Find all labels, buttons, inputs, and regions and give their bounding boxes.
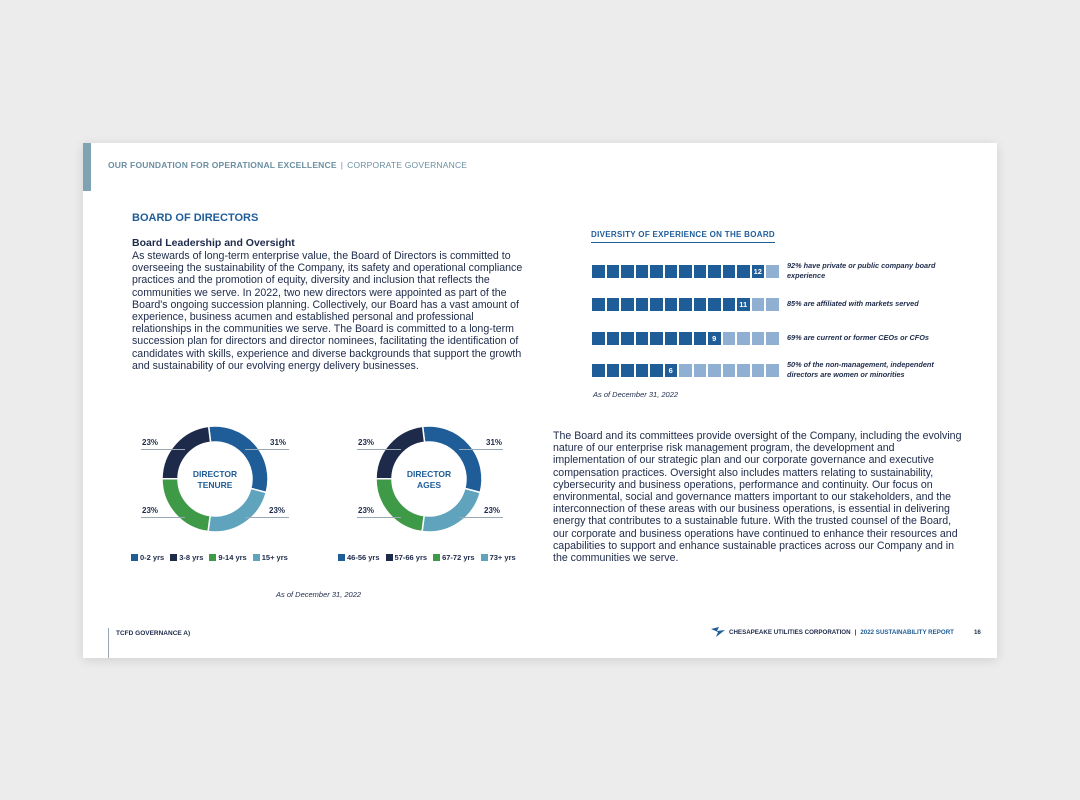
director-square	[723, 298, 736, 311]
ages-legend	[338, 553, 516, 562]
legend-item	[131, 553, 164, 562]
legend-swatch	[209, 554, 216, 561]
director-square	[737, 364, 750, 377]
legend-item	[338, 553, 380, 562]
director-square	[723, 265, 736, 278]
diversity-square-row	[592, 332, 779, 345]
director-square	[607, 364, 620, 377]
director-square	[679, 332, 692, 345]
director-square	[766, 364, 779, 377]
legend-item	[481, 553, 516, 562]
director-square	[752, 298, 765, 311]
director-square	[621, 265, 634, 278]
count-label: 12	[753, 266, 762, 276]
donut-slice-15-yrs	[208, 488, 266, 532]
director-square	[665, 298, 678, 311]
diversity-row-label: 50% of the non-management, independent directors are women or minorities	[787, 360, 934, 379]
legend-item	[386, 553, 428, 562]
director-square	[679, 298, 692, 311]
tenure-legend	[131, 553, 288, 562]
legend-label: 3-8 yrs	[179, 553, 204, 562]
legend-item	[170, 553, 203, 562]
director-square	[694, 298, 707, 311]
director-square	[694, 265, 707, 278]
legend-item	[253, 553, 288, 562]
count-square	[665, 364, 678, 377]
company-logo-icon	[711, 627, 725, 637]
page-number: 16	[973, 628, 981, 636]
pct-leader-line	[357, 517, 401, 518]
count-square	[752, 265, 765, 278]
diversity-as-of: As of December 31, 2022	[593, 390, 679, 399]
count-label: 9	[712, 333, 717, 343]
legend-label: 57-66 yrs	[394, 553, 428, 562]
donut-slice-73-yrs	[422, 488, 480, 532]
director-square	[592, 332, 605, 345]
director-square	[723, 332, 736, 345]
director-square	[679, 265, 692, 278]
footer-separator: |	[854, 628, 857, 636]
oversight-paragraph: The Board and its committees provide oversight of the Company, including the evolving nature of our enterprise risk management program, the development and implementation of our strategic plan and our corporate governance and executive compensation practices. Oversight also includes matters relating to sustainability, cybersecurity and business operations, performance and continuity. Our focus on environmental, social and governance matters important to our stakeholders, and the interconnection of these areas with our business operations, is essential in delivering energy that contributes to a sustainable future. With the trusted counsel of the Board, our corporate and business operations have continued to enhance their resources and capabilities to support and enhance sustainable practices across our Company and in the communities we serve.	[553, 430, 962, 565]
count-square	[708, 332, 721, 345]
diversity-title: DIVERSITY OF EXPERIENCE ON THE BOARD	[591, 230, 775, 243]
director-square	[752, 364, 765, 377]
director-square	[650, 364, 663, 377]
pct-label: 23%	[142, 506, 159, 515]
donut-title-ages: DIRECTOR AGES	[406, 469, 452, 490]
director-square	[621, 332, 634, 345]
director-square	[636, 364, 649, 377]
director-square	[621, 298, 634, 311]
director-square	[636, 332, 649, 345]
legend-item	[433, 553, 475, 562]
director-square	[607, 332, 620, 345]
pct-label: 23%	[269, 506, 286, 515]
director-square	[650, 332, 663, 345]
director-square	[694, 364, 707, 377]
legend-swatch	[386, 554, 393, 561]
pct-label: 23%	[142, 438, 159, 447]
diversity-square-row	[592, 364, 779, 377]
footer-tcfd-link[interactable]: TCFD GOVERNANCE A)	[116, 630, 191, 637]
director-square	[592, 298, 605, 311]
director-square	[766, 265, 779, 278]
report-page	[83, 143, 997, 658]
count-square	[737, 298, 750, 311]
header-separator: |	[340, 160, 344, 170]
director-square	[650, 265, 663, 278]
director-square	[650, 298, 663, 311]
director-square	[766, 332, 779, 345]
pct-label: 23%	[358, 438, 375, 447]
legend-label: 15+ yrs	[261, 553, 288, 562]
legend-swatch	[433, 554, 440, 561]
director-square	[766, 298, 779, 311]
donut-title-tenure: DIRECTOR TENURE	[192, 469, 238, 490]
director-square	[592, 265, 605, 278]
page-header	[108, 160, 467, 170]
footer-report: 2022 SUSTAINABILITY REPORT	[860, 628, 954, 636]
director-square	[752, 332, 765, 345]
legend-swatch	[481, 554, 488, 561]
director-square	[708, 298, 721, 311]
legend-label: 67-72 yrs	[442, 553, 475, 562]
pct-leader-line	[245, 449, 289, 450]
legend-label: 9-14 yrs	[218, 553, 247, 562]
legend-swatch	[131, 554, 138, 561]
legend-item	[209, 553, 246, 562]
director-square	[665, 265, 678, 278]
director-square	[708, 265, 721, 278]
count-label: 6	[668, 365, 673, 375]
director-square	[636, 265, 649, 278]
director-square	[665, 332, 678, 345]
pct-leader-line	[459, 449, 503, 450]
director-square	[679, 364, 692, 377]
director-square	[607, 265, 620, 278]
page-footer	[711, 627, 981, 637]
footer-rule	[108, 628, 109, 658]
diversity-row-label: 69% are current or former CEOs or CFOs	[787, 333, 929, 342]
diversity-row-label: 85% are affiliated with markets served	[787, 299, 919, 308]
diversity-square-row	[592, 298, 779, 311]
side-accent-bar	[83, 143, 91, 191]
count-label: 11	[739, 299, 748, 309]
header-section: OUR FOUNDATION FOR OPERATIONAL EXCELLENCE	[108, 160, 337, 170]
intro-paragraph: As stewards of long-term enterprise value, the Board of Directors is committed to overseeing the sustainability of the Company, its safety and operational compliance practices and the promotion of equity, diversity and inclusion that reflects the communities we serve. In 2022, two new directors were appointed as part of the Board's ongoing succession planning. Collectively, our Board has a vast amount of experience, business acumen and established personal and professional relationships in the communities we serve. The Board is committed to a long-term succession plan for directors and director nominees, facilitating the identification of candidates with skills, experience and diverse backgrounds that support the growth and sustainability of our evolving energy delivery businesses.	[132, 250, 523, 372]
director-square	[621, 364, 634, 377]
director-square	[737, 265, 750, 278]
pct-label: 23%	[484, 506, 501, 515]
pct-label: 31%	[270, 438, 287, 447]
director-square	[592, 364, 605, 377]
director-square	[737, 332, 750, 345]
charts-as-of: As of December 31, 2022	[276, 590, 362, 599]
director-square	[723, 364, 736, 377]
legend-label: 73+ yrs	[489, 553, 516, 562]
pct-leader-line	[357, 449, 401, 450]
header-subsection: CORPORATE GOVERNANCE	[347, 160, 468, 170]
legend-swatch	[338, 554, 345, 561]
legend-label: 0-2 yrs	[140, 553, 165, 562]
director-square	[636, 298, 649, 311]
director-square	[708, 364, 721, 377]
sub-title: Board Leadership and Oversight	[132, 237, 295, 249]
diversity-row-label: 92% have private or public company board experience	[787, 261, 936, 280]
pct-leader-line	[141, 517, 185, 518]
diversity-square-row	[592, 265, 779, 278]
pct-label: 23%	[358, 506, 375, 515]
legend-label: 46-56 yrs	[347, 553, 380, 562]
director-square	[607, 298, 620, 311]
legend-swatch	[253, 554, 260, 561]
pct-leader-line	[245, 517, 289, 518]
pct-leader-line	[459, 517, 503, 518]
footer-company: CHESAPEAKE UTILITIES CORPORATION	[729, 628, 851, 636]
section-title: BOARD OF DIRECTORS	[132, 212, 259, 224]
pct-label: 31%	[486, 438, 503, 447]
legend-swatch	[170, 554, 177, 561]
pct-leader-line	[141, 449, 185, 450]
director-square	[694, 332, 707, 345]
